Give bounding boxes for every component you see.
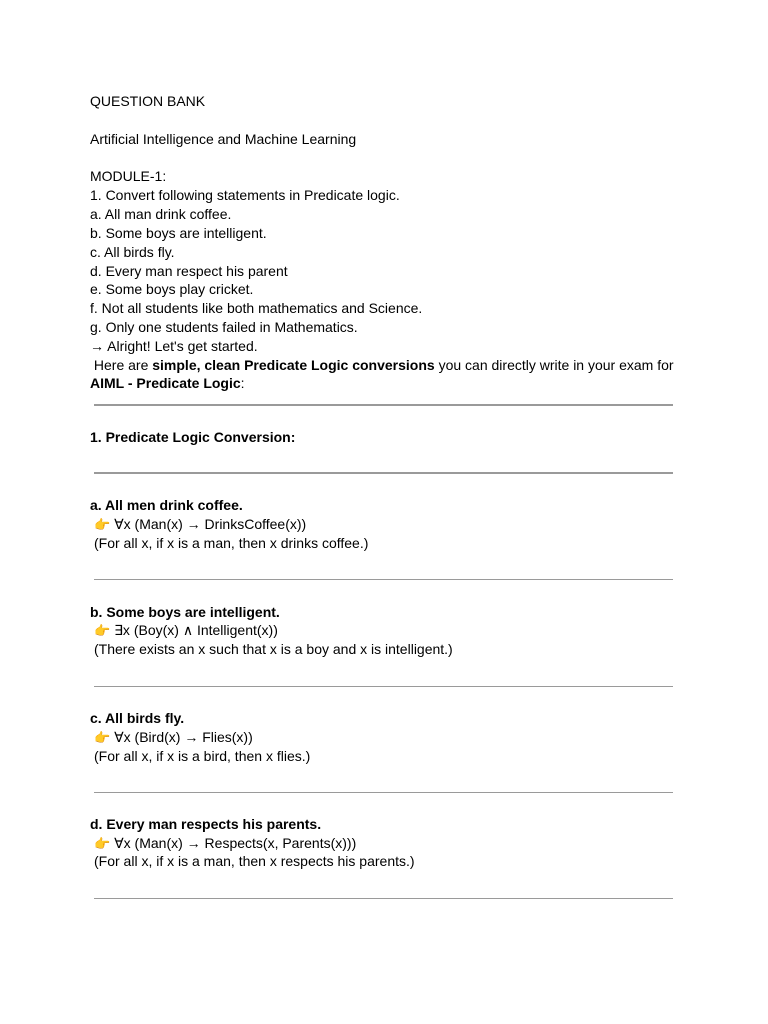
intro-line: → Alright! Let's get started. [90,338,258,354]
topic-colon: : [240,375,245,391]
question-item-b: b. Some boys are intelligent. [90,225,267,241]
answer-a-explanation: (For all x, if x is a man, then x drinks coffee.) [94,535,369,551]
answer-c-formula: ∀x (Bird(x) → Flies(x)) [110,729,253,745]
module-label: MODULE-1: [90,168,167,184]
pointing-hand-icon: 👉 [94,518,111,533]
pointing-hand-icon: 👉 [94,837,111,852]
section-heading: 1. Predicate Logic Conversion: [90,429,296,445]
question-item-c: c. All birds fly. [90,244,175,260]
topic-label: AIML - Predicate Logic [90,375,241,391]
intro-text: Here are [90,357,153,373]
intro-text-end: you can directly write in your exam for [434,357,674,373]
pointing-hand-icon: 👉 [94,624,111,639]
question-item-e: e. Some boys play cricket. [90,281,254,297]
answer-b-formula: ∃x (Boy(x) ∧ Intelligent(x)) [110,622,278,638]
horizontal-divider [94,792,673,793]
intro-topic [90,374,245,392]
answer-a-formula: ∀x (Man(x) → DrinksCoffee(x)) [110,516,307,532]
subject-title: Artificial Intelligence and Machine Learning [90,131,357,147]
answer-c-formula-line [94,728,253,748]
question-item-f: f. Not all students like both mathematics and Science. [90,300,423,316]
horizontal-divider [94,686,673,687]
answer-d-explanation: (For all x, if x is a man, then x respects his parents.) [94,853,415,869]
answer-d-formula: ∀x (Man(x) → Respects(x, Parents(x))) [110,835,357,851]
question-item-a: a. All man drink coffee. [90,206,232,222]
answer-d-title: d. Every man respects his parents. [90,816,322,832]
answer-c-explanation: (For all x, if x is a bird, then x flies.) [94,748,311,764]
horizontal-divider [94,898,673,899]
question-item-g: g. Only one students failed in Mathematics. [90,319,358,335]
horizontal-divider [94,579,673,580]
answer-a-title: a. All men drink coffee. [90,497,243,513]
answer-b-title: b. Some boys are intelligent. [90,604,280,620]
answer-d-formula-line [94,834,356,854]
question-prompt: 1. Convert following statements in Predicate logic. [90,187,400,203]
horizontal-divider [94,472,673,474]
pointing-hand-icon: 👉 [94,731,111,746]
intro-paragraph [90,356,674,374]
answer-a-formula-line [94,515,306,535]
intro-emphasis: simple, clean Predicate Logic conversions [152,357,435,373]
answer-b-formula-line [94,621,278,641]
question-item-d: d. Every man respect his parent [90,263,288,279]
horizontal-divider [94,404,673,406]
answer-b-explanation: (There exists an x such that x is a boy and x is intelligent.) [94,641,453,657]
answer-c-title: c. All birds fly. [90,710,185,726]
document-title: QUESTION BANK [90,93,206,109]
